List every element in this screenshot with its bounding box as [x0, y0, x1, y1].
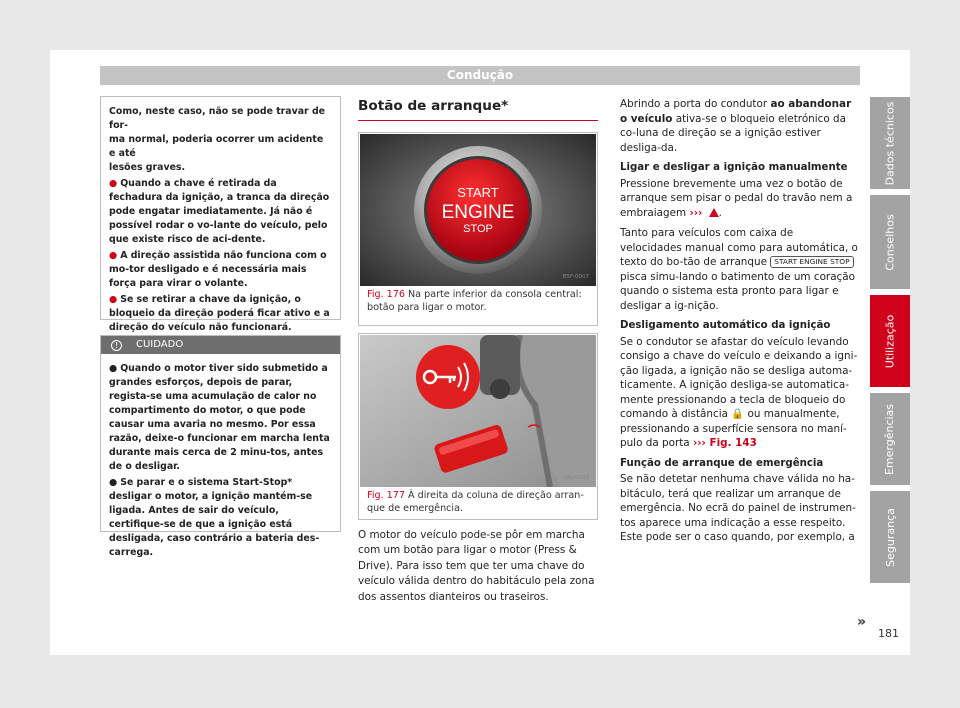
bullet-icon: ●: [109, 178, 118, 189]
body-paragraph: O motor do veículo pode-se pôr em marcha com um botão para ligar o motor (Press & Drive). Para isso tem que ter uma chave do veículo válida dentro do habitáculo pela zona dos assentos dianteiros ou traseiros.: [358, 529, 595, 603]
tab-conselhos[interactable]: Conselhos: [870, 195, 910, 289]
svg-text:ENGINE: ENGINE: [441, 202, 515, 223]
svg-text:START: START: [457, 185, 499, 200]
tab-dados-tecnicos[interactable]: Dados técnicos: [870, 97, 910, 189]
warning-triangle-icon: [709, 208, 719, 217]
info-circle-icon: !: [111, 340, 122, 351]
figure-code: B5F-0007: [562, 274, 589, 280]
figure-caption: Fig. 177 À direita da coluna de direção arran-que de emergência.: [367, 490, 584, 514]
subheading: Desligamento automático da ignição: [620, 320, 831, 331]
caution-header: [101, 336, 340, 354]
start-button-image: [360, 134, 596, 286]
figure-code: BKJ-0103: [564, 475, 589, 481]
continue-arrow-icon: »: [857, 614, 867, 630]
caution-label: CUIDADO: [136, 339, 184, 350]
body-paragraph: Se o condutor se afastar do veículo levando consigo a chave do veículo e deixando a igni-ção ligada, a ignição não se desliga automa-ticamente. A ignição desliga-se automatica-mente pressionando a tecla de bloqueio do comando à distância 🔒 ou manualmente, pressionando a superfície sensora no maní-pulo da porta ››› Fig. 143: [620, 335, 858, 449]
body-paragraph: Se não detetar nenhuma chave válida no ha-bitáculo, terá que realizar um arranque de emergência. No ecrã do painel de instrumen-tos aparece uma indicação a esse respeito. Este pode ser o caso quando, por exemplo, a: [620, 473, 856, 543]
figure-caption: Fig. 176 Na parte inferior da consola central: botão para ligar o motor.: [367, 289, 582, 313]
lock-icon: 🔒: [731, 408, 745, 420]
page-number: 181: [878, 627, 899, 640]
bullet-icon: ●: [109, 363, 118, 374]
right-column: [620, 97, 858, 551]
bullet-icon: ●: [109, 294, 118, 305]
tab-seguranca[interactable]: Segurança: [870, 491, 910, 583]
list-item: ● Se se retirar a chave da ignição, o bloqueio da direção poderá ficar ativo e a direção do veículo não funcionará.: [109, 294, 330, 333]
list-item: ● A direção assistida não funciona com o mo-tor desligado e é necessária mais força para virar o volante.: [109, 250, 327, 289]
figure-177: [358, 333, 598, 520]
list-item: ● Quando a chave é retirada da fechadura da ignição, a tranca da direção pode engatar imediatamente. Já não é possível rodar o vo-lante do veículo, pelo que existe risco de aci-dente.: [109, 178, 330, 245]
body-paragraph: Tanto para veículos com caixa de velocidades manual como para automática, o texto do bo-tão de arranque START ENGINE STOP pisca simu-lando o batimento de um coração quando o sistema esta pronto para ligar e desligar a ig-nição.: [620, 227, 858, 312]
start-engine-stop-key: START ENGINE STOP: [770, 256, 853, 268]
tab-utilizacao[interactable]: Utilização: [870, 295, 910, 387]
bullet-icon: ●: [109, 477, 118, 488]
cross-reference-link[interactable]: ›››: [689, 206, 703, 219]
box1-intro: Como, neste caso, não se pode travar de for- ma normal, poderia ocorrer um acidente e até lesões graves.: [109, 106, 326, 173]
emergency-start-image: [360, 335, 596, 487]
section-title: Botão de arranque*: [358, 95, 598, 121]
list-item: ● Quando o motor tiver sido submetido a grandes esforços, depois de parar, regista-se uma acumulação de calor no compartimento do motor, o que pode causar uma avaria no mesmo. Por essa razão, deixe-o funcionar em marcha lenta durante mais cerca de 2 minu-tos, antes de o desligar.: [109, 363, 330, 472]
svg-text:STOP: STOP: [463, 223, 493, 235]
tab-emergencias[interactable]: Emergências: [870, 393, 910, 485]
body-paragraph: Pressione brevemente uma vez o botão de arranque sem pisar o pedal do travão nem a embraiagem ››› .: [620, 177, 853, 219]
list-item: ● Se parar e o sistema Start-Stop* desligar o motor, a ignição mantém-se ligada. Antes de sair do veículo, certifique-se de que a ignição está desligada, caso contrário a bateria des-carrega.: [109, 477, 320, 558]
figure-176: [358, 132, 598, 326]
caution-box: [100, 335, 341, 558]
body-paragraph: Abrindo a porta do condutor ao abandonar o veículo ativa-se o bloqueio eletrónico da co-luna de direção se a ignição estiver desliga-da.: [620, 98, 852, 154]
cross-reference-link[interactable]: ››› Fig. 143: [692, 437, 757, 449]
warning-continuation-box: [100, 96, 341, 333]
chapter-header: Condução: [100, 66, 860, 85]
bullet-icon: ●: [109, 250, 118, 261]
subheading: Função de arranque de emergência: [620, 457, 824, 469]
subheading: Ligar e desligar a ignição manualmente: [620, 162, 848, 173]
